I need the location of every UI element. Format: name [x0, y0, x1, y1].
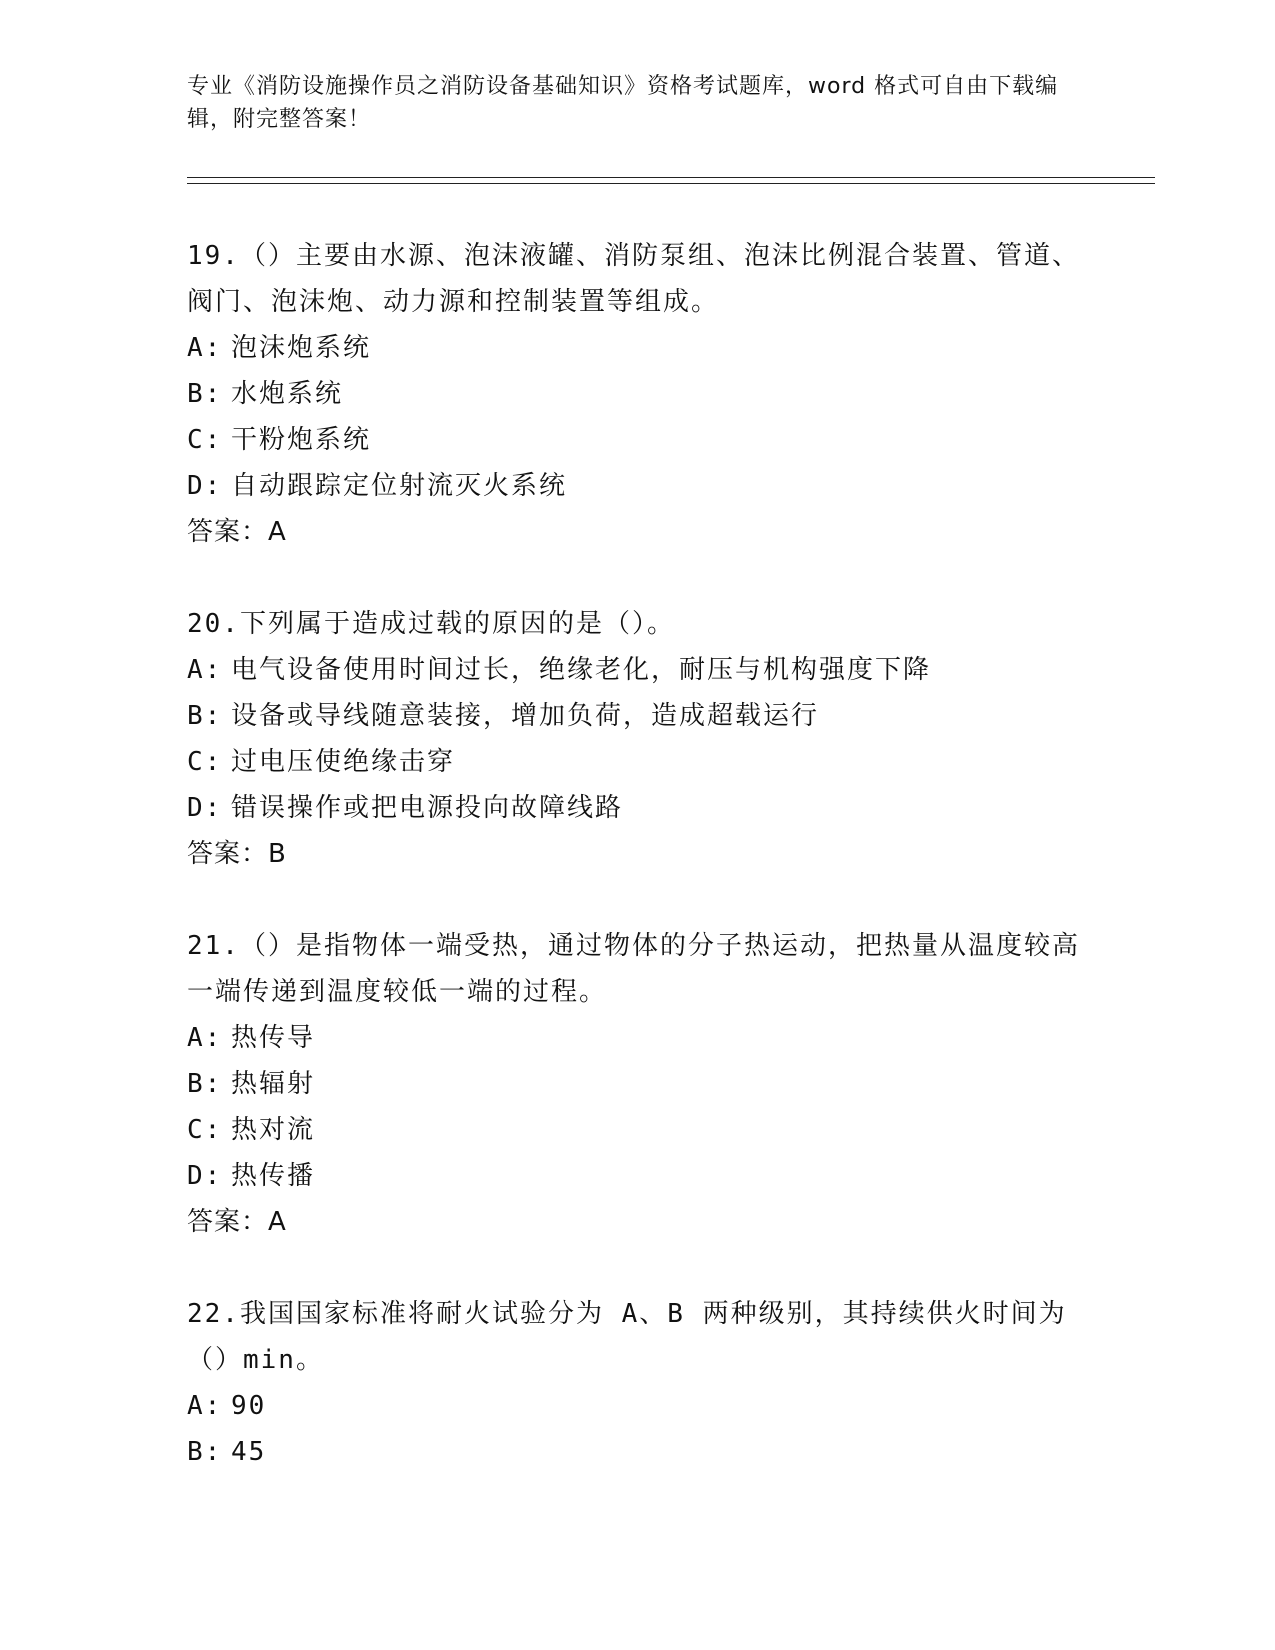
option-a	[187, 325, 1087, 371]
option-text: 干粉炮系统	[231, 425, 372, 455]
option-b	[187, 693, 1087, 739]
option-key: D:	[187, 471, 223, 501]
option-key: A:	[187, 1391, 223, 1421]
option-d	[187, 785, 1087, 831]
question-item	[187, 601, 1087, 877]
option-text: 热对流	[231, 1115, 316, 1145]
question-text: 21.（）是指物体一端受热，通过物体的分子热运动，把热量从温度较高一端传递到温度较低一端的过程。	[187, 931, 1080, 1007]
option-c	[187, 1107, 1087, 1153]
option-key: A:	[187, 333, 223, 363]
answer-text: 答案：B	[187, 839, 287, 869]
option-text: 热传导	[231, 1023, 316, 1053]
option-text: 泡沫炮系统	[231, 333, 372, 363]
option-text: 热传播	[231, 1161, 316, 1191]
option-d	[187, 1153, 1087, 1199]
option-text: 热辐射	[231, 1069, 316, 1099]
header-divider	[187, 177, 1155, 184]
option-d	[187, 463, 1087, 509]
question-item	[187, 233, 1087, 555]
option-text: 90	[231, 1391, 267, 1421]
option-key: B:	[187, 1069, 223, 1099]
option-key: C:	[187, 1115, 223, 1145]
option-key: B:	[187, 701, 223, 731]
question-text: 22.我国国家标准将耐火试验分为 A、B 两种级别，其持续供火时间为（）min。	[187, 1299, 1067, 1375]
option-c	[187, 739, 1087, 785]
option-key: B:	[187, 1437, 223, 1467]
option-a	[187, 647, 1087, 693]
option-text: 水炮系统	[231, 379, 344, 409]
question-text: 20.下列属于造成过载的原因的是（）。	[187, 609, 675, 639]
option-text: 电气设备使用时间过长，绝缘老化，耐压与机构强度下降	[231, 655, 932, 685]
option-key: C:	[187, 425, 223, 455]
option-text: 自动跟踪定位射流灭火系统	[231, 471, 568, 501]
option-key: C:	[187, 747, 223, 777]
question-list	[187, 233, 1087, 1521]
option-key: D:	[187, 1161, 223, 1191]
answer-text: 答案：A	[187, 1207, 287, 1237]
option-text: 过电压使绝缘击穿	[231, 747, 456, 777]
document-header: 专业《消防设施操作员之消防设备基础知识》资格考试题库，word 格式可自由下载编辑，附完整答案！	[187, 74, 1059, 132]
option-c	[187, 417, 1087, 463]
option-text: 错误操作或把电源投向故障线路	[231, 793, 624, 823]
option-text: 设备或导线随意装接，增加负荷，造成超载运行	[231, 701, 820, 731]
question-text: 19.（）主要由水源、泡沫液罐、消防泵组、泡沫比例混合装置、管道、阀门、泡沫炮、动力源和控制装置等组成。	[187, 241, 1080, 317]
option-key: B:	[187, 379, 223, 409]
option-key: A:	[187, 1023, 223, 1053]
option-key: A:	[187, 655, 223, 685]
question-item	[187, 923, 1087, 1245]
question-item	[187, 1291, 1087, 1475]
answer-text: 答案：A	[187, 517, 287, 547]
option-b	[187, 371, 1087, 417]
option-b	[187, 1429, 1087, 1475]
option-b	[187, 1061, 1087, 1107]
option-a	[187, 1015, 1087, 1061]
option-key: D:	[187, 793, 223, 823]
option-text: 45	[231, 1437, 267, 1467]
option-a	[187, 1383, 1087, 1429]
